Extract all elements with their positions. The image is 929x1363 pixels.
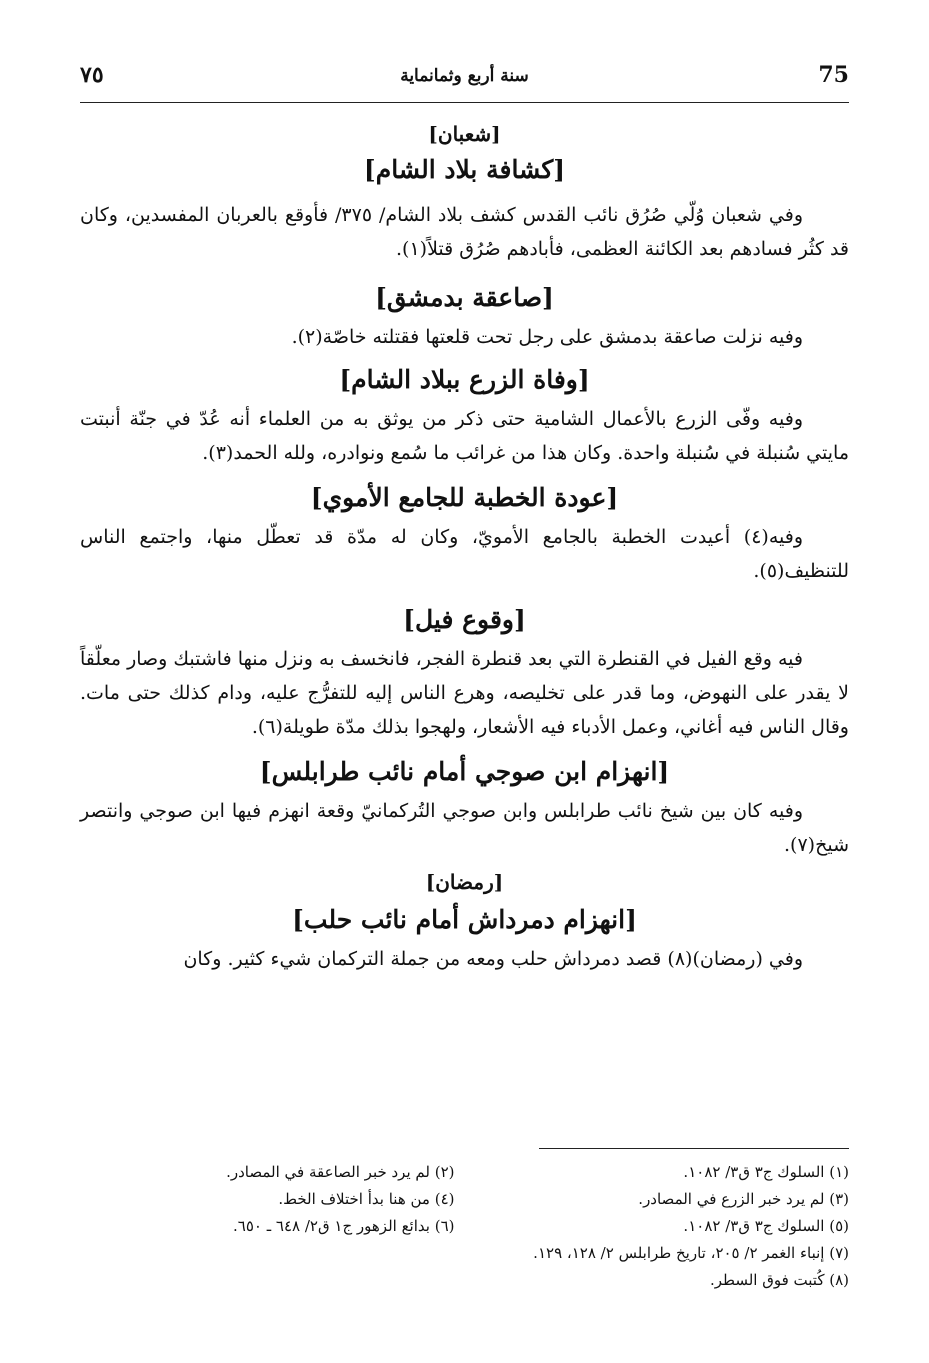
footnote-3: (٣) لم يرد خبر الزرع في المصادر. — [638, 1190, 849, 1208]
section-text-2: وفيه نزلت صاعقة بدمشق على رجل تحت قلعتها فقتلته خاصّة(٢). — [291, 326, 803, 348]
section-text-7: وفي (رمضان)(٨) قصد دمرداش حلب ومعه من جملة التركمان شيء كثير. وكان — [183, 948, 803, 970]
footnote-1: (١) السلوك ج٣ ق٣/ ١٠٨٢. — [683, 1163, 849, 1181]
footnote-separator — [539, 1148, 849, 1149]
section-title-7: [انهزام دمرداش أمام نائب حلب] — [292, 905, 637, 934]
footnote-4: (٤) من هنا بدأ اختلاف الخط. — [278, 1190, 455, 1208]
section-text-1: وفي شعبان وُلّي صُرُق نائب القدس كشف بلاد الشام/ ٣٧٥/ فأوقع بالعربان المفسدين، وكان قد كثُر فسادهم بعد الكائنة العظمى، فأبادهم صُرُق قتلاً(١). — [80, 204, 849, 260]
section-title-2: [صاعقة بدمشق] — [375, 283, 554, 312]
section-title-3: [وفاة الزرع ببلاد الشام] — [339, 365, 590, 394]
month-heading-shaban: [شعبان] — [428, 122, 501, 146]
section-title-1: [كشافة بلاد الشام] — [363, 155, 566, 184]
page-header — [80, 62, 849, 103]
section-text-6: وفيه كان بين شيخ نائب طرابلس وابن صوجي التُركمانيّ وقعة انهزم فيها ابن صوجي وانتصر شيخ(٧). — [80, 800, 849, 856]
section-text-5: فيه وقع الفيل في القنطرة التي بعد قنطرة الفجر، فانخسف به ونزل منها فاشتبك وصار معلّقاً لا يقدر على النهوض، وما قدر على تخليصه، وهرع الناس إليه للتفرُّج عليه، ودام كذلك حتى مات. وقال الناس فيه أغاني، وعمل الأدباء فيه الأشعار، ولهجوا بذلك مدّة طويلة(٦). — [80, 648, 849, 738]
main-text — [80, 118, 849, 976]
section-text-3: وفيه وفّى الزرع بالأعمال الشامية حتى ذكر من يوثق به من العلماء أنه عُدّ في جنّة أنبتت مايتي سُنبلة في سُنبلة واحدة. وكان هذا من غرائب ما سُمع ونوادره، ولله الحمد(٣). — [80, 408, 849, 464]
page-number-latin: 75 — [818, 62, 849, 88]
running-title: سنة أربع وثمانماية — [400, 66, 529, 86]
footnote-6: (٦) بدائع الزهور ج١ ق٢/ ٦٤٨ ـ ٦٥٠. — [233, 1217, 455, 1235]
footnote-8: (٨) كُتبت فوق السطر. — [709, 1271, 849, 1289]
section-title-4: [عودة الخطبة للجامع الأموي] — [310, 483, 619, 512]
section-title-6: [انهزام ابن صوجي أمام نائب طرابلس] — [259, 757, 670, 786]
footnote-2: (٢) لم يرد خبر الصاعقة في المصادر. — [226, 1163, 455, 1181]
section-text-4: وفيه(٤) أعيدت الخطبة بالجامع الأمويّ، وكان له مدّة قد تعطّل منها، واجتمع الناس للتنظيف(٥). — [80, 526, 849, 582]
month-heading-ramadan: [رمضان] — [425, 870, 504, 894]
footnote-7: (٧) إنباء الغمر ٢/ ٢٠٥، تاريخ طرابلس ٢/ ١٢٨، ١٢٩. — [533, 1244, 849, 1262]
footnotes — [80, 1148, 849, 1294]
section-title-5: [وقوع فيل] — [403, 605, 526, 634]
footnote-5: (٥) السلوك ج٣ ق٣/ ١٠٨٢. — [683, 1217, 849, 1235]
page-number-arabic: ٧٥ — [80, 62, 104, 88]
